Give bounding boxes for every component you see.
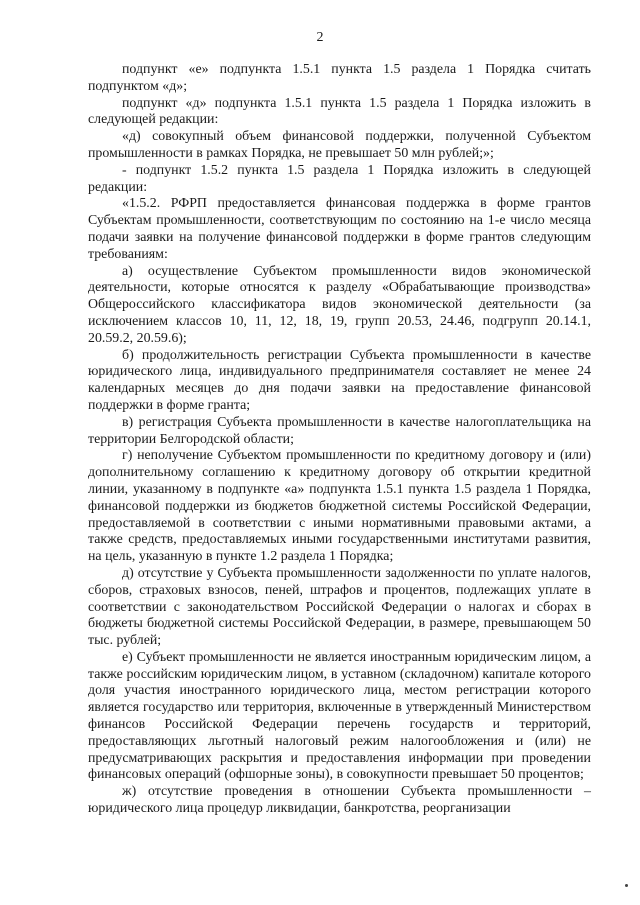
paragraph: ж) отсутствие проведения в отношении Субъекта промышленности – юридического лица процедур ликвидации, банкротства, реорганизации xyxy=(88,784,591,817)
paragraph: а) осуществление Субъектом промышленности видов экономической деятельности, которые относятся к разделу «Обрабатывающие производства» Общероссийского классификатора видов экономической деятельности (за исключением классов 10, 11, 12, 18, 19, групп 20.53, 24.46, подгрупп 20.14.1, 20.59.2, 20.59.6); xyxy=(88,263,591,346)
paragraph: е) Субъект промышленности не является иностранным юридическим лицом, а также российским юридическим лицом, в уставном (складочном) капитале которого доля участия иностранного юридического лица, местом регистрации которого является государство или территория, включенные в утвержденный Министерством финансов Российской Федерации перечень государств и территорий, предоставляющих льготный налоговый режим налогообложения и (или) не предусматривающих раскрытия и предоставления информации при проведении финансовых операций (офшорные зоны), в совокупности превышает 50 процентов; xyxy=(88,649,591,783)
paragraph: «1.5.2. РФРП предоставляется финансовая поддержка в форме грантов Субъектам промышленности, соответствующим по состоянию на 1-е число месяца подачи заявки на получение финансовой поддержки в форме грантов следующим требованиям: xyxy=(88,196,591,262)
paragraph: подпункт «е» подпункта 1.5.1 пункта 1.5 раздела 1 Порядка считать подпунктом «д»; xyxy=(88,62,591,94)
paragraph: г) неполучение Субъектом промышленности по кредитному договору и (или) дополнительному соглашению к кредитному договору об открытии кредитной линии, указанному в подпункте «а» подпункта 1.5.1 пункта 1.5 раздела 1 Порядка, финансовой поддержки из бюджетов бюджетной системы Российской Федерации, предоставляемой в соответствии с иными нормативными правовыми актами, а также средств, предоставляемых иными государственными институтами развития, на цель, указанную в пункте 1.2 раздела 1 Порядка; xyxy=(88,448,591,565)
page-number: 2 xyxy=(316,30,324,45)
document-body xyxy=(88,62,591,818)
paragraph: д) отсутствие у Субъекта промышленности задолженности по уплате налогов, сборов, страховых взносов, пеней, штрафов и процентов, подлежащих уплате в соответствии с законодательством Российской Федерации о налогах и сборах в бюджеты бюджетной системы Российской Федерации, в размере, превышающем 50 тыс. рублей; xyxy=(88,565,591,649)
paragraph: - подпункт 1.5.2 пункта 1.5 раздела 1 Порядка изложить в следующей редакции: xyxy=(88,162,591,195)
paragraph: б) продолжительность регистрации Субъекта промышленности в качестве юридического лица, индивидуального предпринимателя составляет не менее 24 календарных месяцев до дня подачи заявки на предоставление финансовой поддержки в форме гранта; xyxy=(88,347,591,413)
scan-speck xyxy=(625,884,628,887)
paragraph: «д) совокупный объем финансовой поддержки, полученной Субъектом промышленности в рамках Порядка, не превышает 50 млн рублей;»; xyxy=(88,129,591,161)
paragraph: в) регистрация Субъекта промышленности в качестве налогоплательщика на территории Белгородской области; xyxy=(88,414,591,447)
paragraph: подпункт «д» подпункта 1.5.1 пункта 1.5 раздела 1 Порядка изложить в следующей редакции: xyxy=(88,95,591,128)
